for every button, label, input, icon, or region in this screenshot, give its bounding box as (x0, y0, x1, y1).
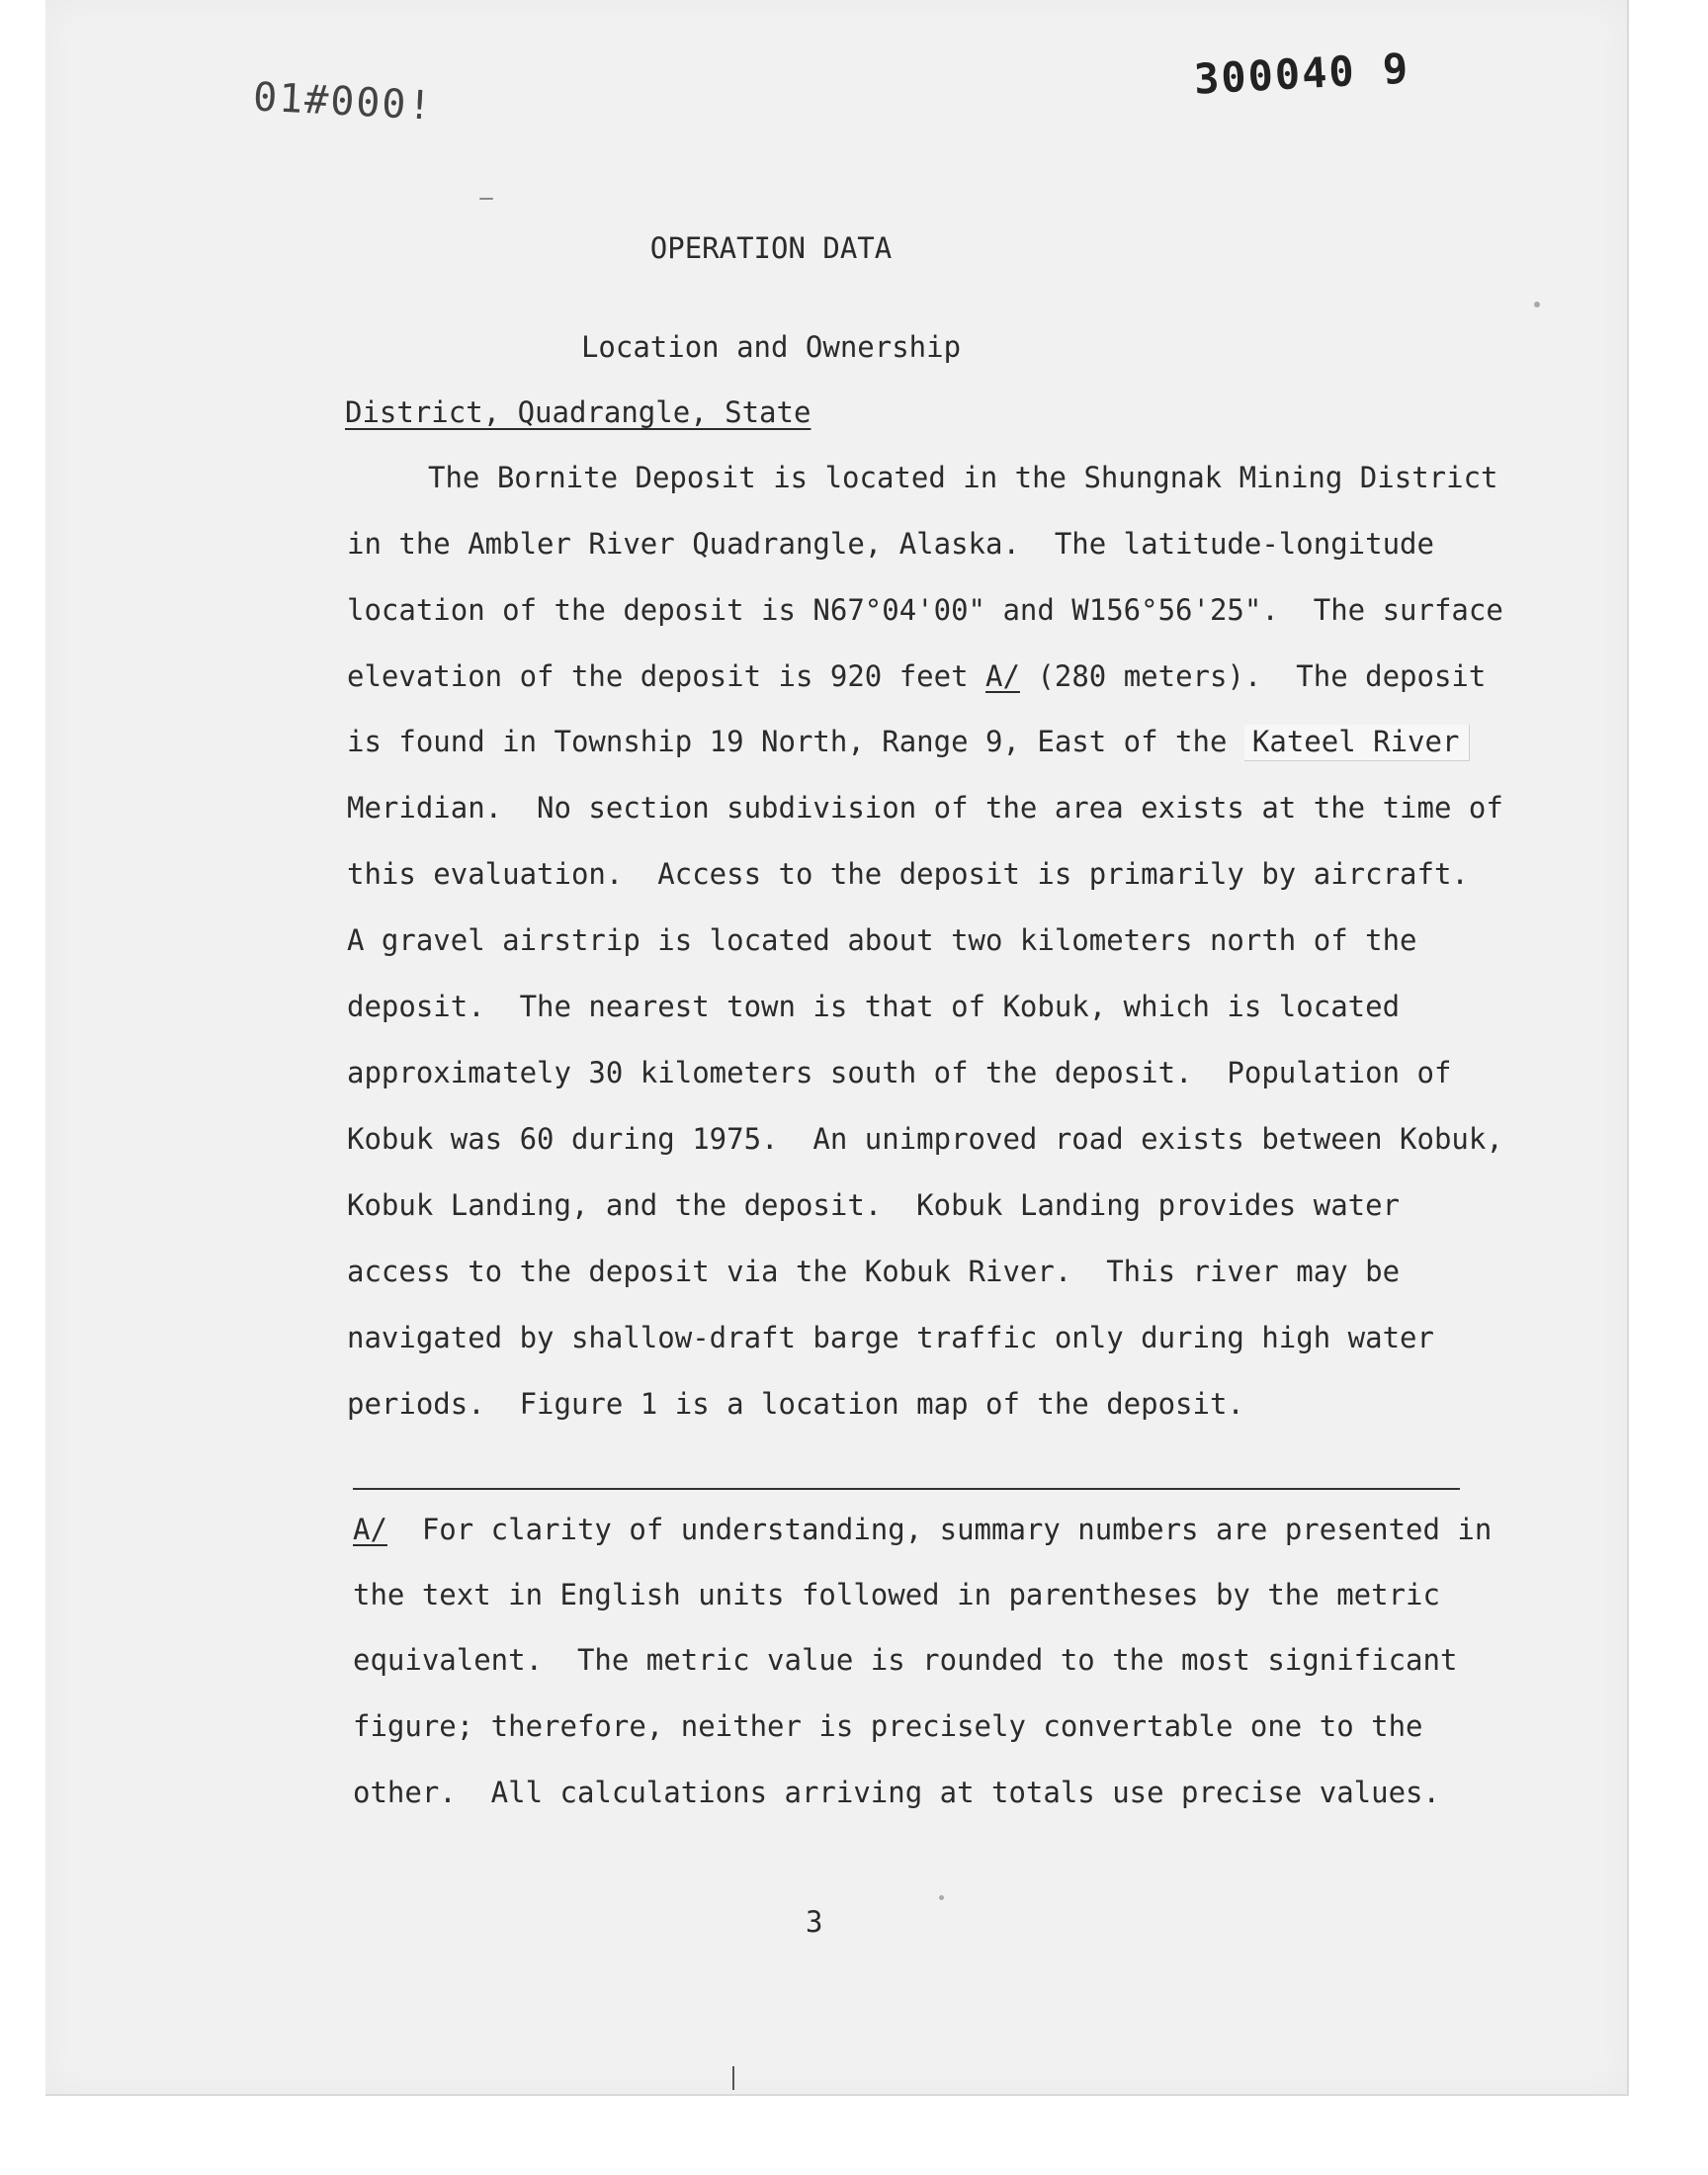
body-line-4-end: (280 meters). The deposit (1019, 659, 1487, 693)
body-line-9: deposit. The nearest town is that of Kobuk, which is located (347, 990, 1401, 1023)
page-number: 3 (806, 1905, 823, 1939)
section-heading: Location and Ownership (580, 330, 962, 364)
body-line-7: this evaluation. Access to the deposit is primarily by aircraft. (347, 857, 1469, 891)
body-line-14: navigated by shallow-draft barge traffic only during high water (347, 1321, 1434, 1354)
pen-mark (479, 198, 493, 200)
body-line-5-start: is found in Township 19 North, Range 9, East of the (347, 725, 1244, 758)
body-line-1: The Bornite Deposit is located in the Shungnak Mining District (428, 461, 1498, 494)
body-line-2: in the Ambler River Quadrangle, Alaska. The latitude-longitude (347, 527, 1434, 561)
footnote-divider (353, 1488, 1460, 1490)
body-line-12: Kobuk Landing, and the deposit. Kobuk Landing provides water (347, 1188, 1401, 1222)
body-line-8: A gravel airstrip is located about two kilometers north of the (347, 923, 1417, 957)
paper-speck (939, 1895, 944, 1900)
footnote-line-1-text: For clarity of understanding, summary numbers are presented in (386, 1513, 1493, 1546)
body-line-6: Meridian. No section subdivision of the area exists at the time of (347, 791, 1503, 825)
paper-speck (1534, 302, 1540, 307)
footnote-marker: A/ (353, 1513, 387, 1546)
body-line-4-start: elevation of the deposit is 920 feet (347, 659, 986, 693)
footnote-line-1 (353, 1513, 1492, 1546)
body-line-11: Kobuk was 60 during 1975. An unimproved road exists between Kobuk, (347, 1122, 1503, 1156)
main-heading: OPERATION DATA (649, 231, 893, 265)
document-stamp-right: 300040 9 (1192, 44, 1411, 104)
footnote-reference-mark: A/ (985, 659, 1020, 693)
correction-patch: Kateel River (1244, 725, 1471, 761)
body-line-5 (347, 725, 1470, 761)
body-line-10: approximately 30 kilometers south of the deposit. Population of (347, 1056, 1452, 1089)
footnote-line-2: the text in English units followed in parentheses by the metric (353, 1578, 1440, 1611)
footnote-line-3: equivalent. The metric value is rounded to the most significant (353, 1643, 1458, 1677)
body-line-15: periods. Figure 1 is a location map of the deposit. (347, 1387, 1244, 1421)
footnote-line-4: figure; therefore, neither is precisely convertable one to the (353, 1709, 1423, 1743)
body-line-3: location of the deposit is N67°04'00" and W156°56'25". The surface (347, 593, 1503, 627)
bottom-edge-mark (732, 2066, 734, 2090)
document-stamp-left: 01#000! (251, 74, 435, 130)
footnote-line-5: other. All calculations arriving at totals use precise values. (353, 1776, 1440, 1809)
body-line-13: access to the deposit via the Kobuk River. This river may be (347, 1255, 1401, 1288)
subsection-heading: District, Quadrangle, State (345, 395, 811, 429)
body-line-4 (347, 659, 1486, 693)
